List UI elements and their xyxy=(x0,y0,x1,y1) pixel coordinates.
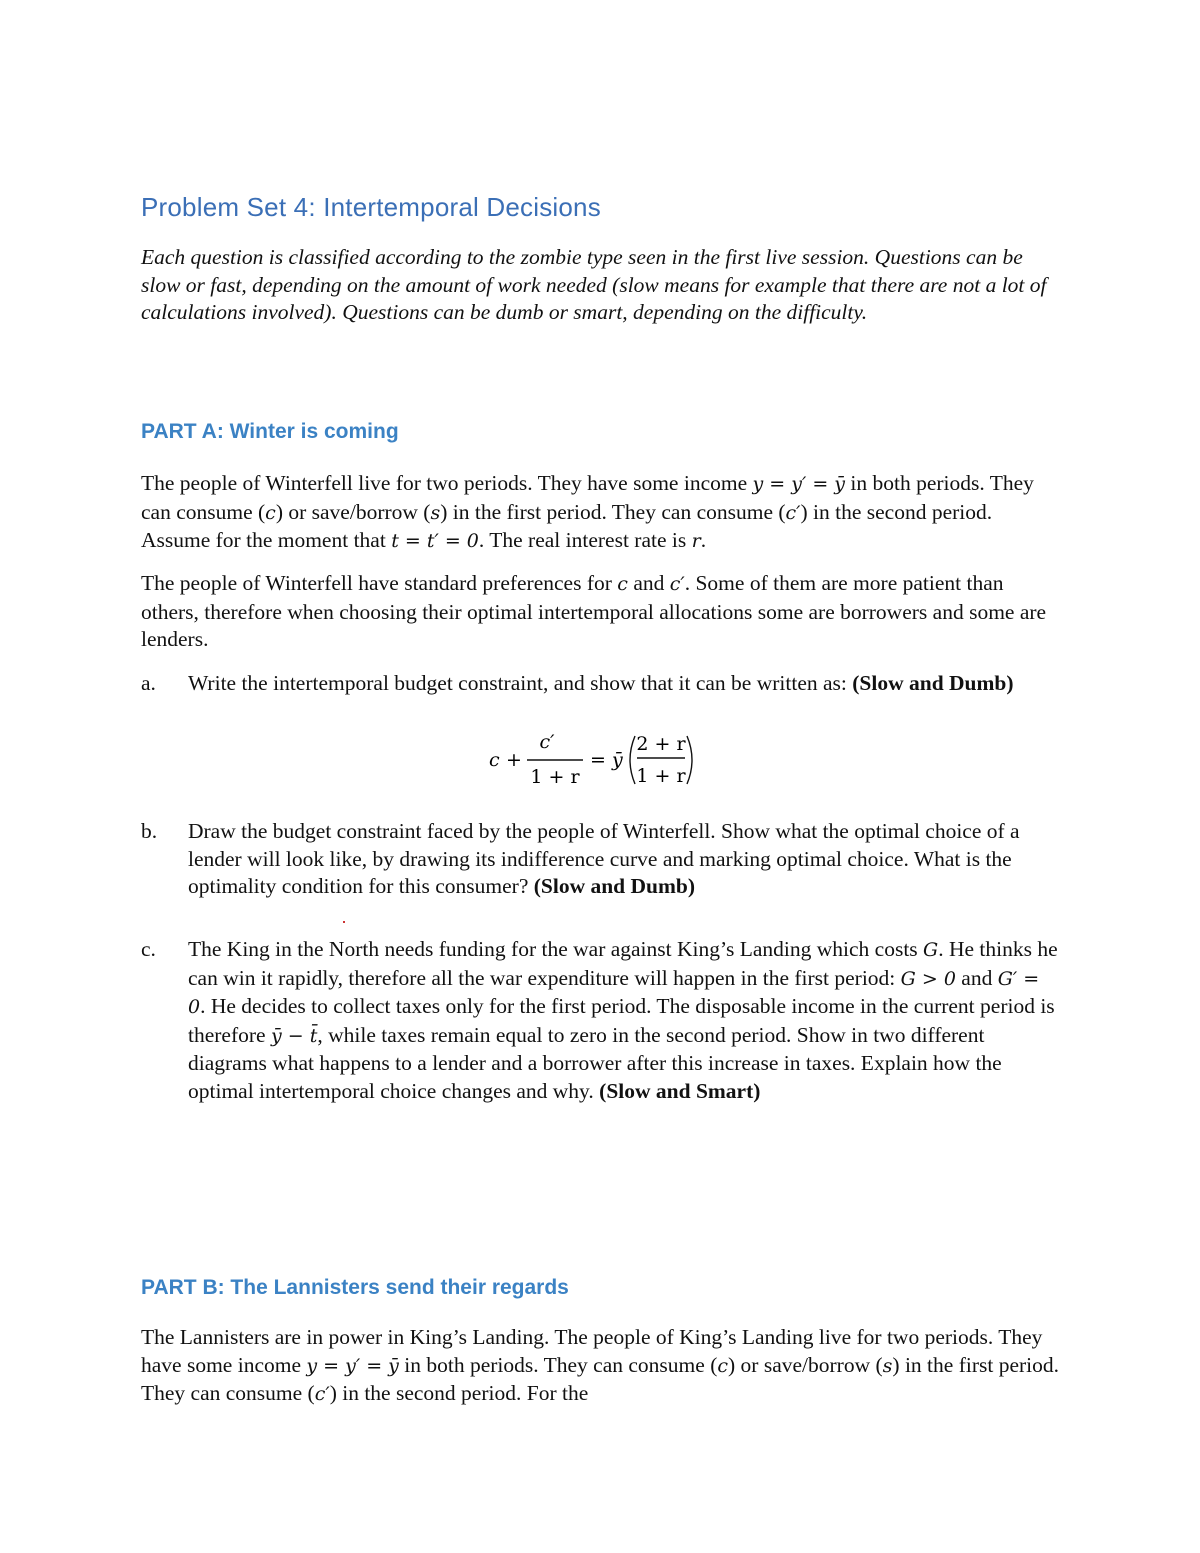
part-a-paragraph-1: The people of Winterfell live for two periods. They have some income y = y′ = ȳ in both periods. They can consume (c) or save/borrow (s) in the first period. They can consume (c′) in the second period. Assume for the moment that t = t′ = 0. The real interest rate is r. xyxy=(141,471,1034,552)
stray-mark xyxy=(343,921,345,923)
part-b-heading: PART B: The Lannisters send their regards xyxy=(141,1276,569,1299)
formula-numerator-2: 2 + r xyxy=(636,733,686,755)
formula-c: c xyxy=(489,749,500,771)
formula-plus: + xyxy=(506,749,522,771)
question-b-marker: b. xyxy=(141,819,158,843)
formula-left-paren xyxy=(630,736,635,784)
question-c-marker: c. xyxy=(141,937,156,961)
question-c-text: The King in the North needs funding for the war against King’s Landing which costs G. He thinks he can win it rapidly, therefore all the war expenditure will happen in the first period: G > 0 and G′ = 0. He decides to collect taxes only for the first period. The disposable income in the current period is therefore ȳ − t̄, while taxes remain equal to zero in the second period. Show in two different diagrams what happens to a lender and a borrower after this increase in taxes. Explain how the optimal intertemporal choice changes and why. (Slow and Smart) xyxy=(188,937,1058,1103)
formula-right-paren xyxy=(687,736,692,784)
difficulty-tag: (Slow and Smart) xyxy=(599,1078,761,1103)
part-a-paragraph-2: The people of Winterfell have standard preferences for c and c′. Some of them are more patient than others, therefore when choosing their optimal intertemporal allocations some are borrowers and some are lenders. xyxy=(141,571,1047,651)
part-b-paragraph-1: The Lannisters are in power in King’s Landing. The people of King’s Landing live for two periods. They have some income y = y′ = ȳ in both periods. They can consume (c) or save/borrow (s) in the first period. They can consume (c′) in the second period. For the xyxy=(141,1325,1060,1405)
difficulty-tag: (Slow and Dumb) xyxy=(533,874,696,898)
formula-denominator-2: 1 + r xyxy=(636,765,686,787)
question-b-text: Draw the budget constraint faced by the people of Winterfell. Show what the optimal choice of a lender will look like, by drawing its indifference curve and marking optimal choice. What is the optimality condition for this consumer? (Slow and Dumb) xyxy=(188,819,1020,898)
question-a-text: Write the intertemporal budget constraint, and show that it can be written as: (Slow and Dumb) xyxy=(188,671,1014,695)
document-title: Problem Set 4: Intertemporal Decisions xyxy=(141,192,601,222)
formula-numerator: c′ xyxy=(539,731,555,753)
formula-ybar: ȳ xyxy=(612,749,623,771)
formula-denominator: 1 + r xyxy=(530,766,580,788)
intro-paragraph: Each question is classified according to the zombie type seen in the first live session. Questions can be slow or fast, depending on the amount of work needed (slow means for example that there are not a lot of calculations involved). Questions can be dumb or smart, depending on the difficulty. xyxy=(141,245,1047,324)
part-a-heading: PART A: Winter is coming xyxy=(141,420,399,443)
difficulty-tag: (Slow and Dumb) xyxy=(852,671,1014,695)
budget-constraint-formula xyxy=(489,728,719,790)
formula-equals: = xyxy=(590,749,606,771)
question-a-marker: a. xyxy=(141,671,156,695)
